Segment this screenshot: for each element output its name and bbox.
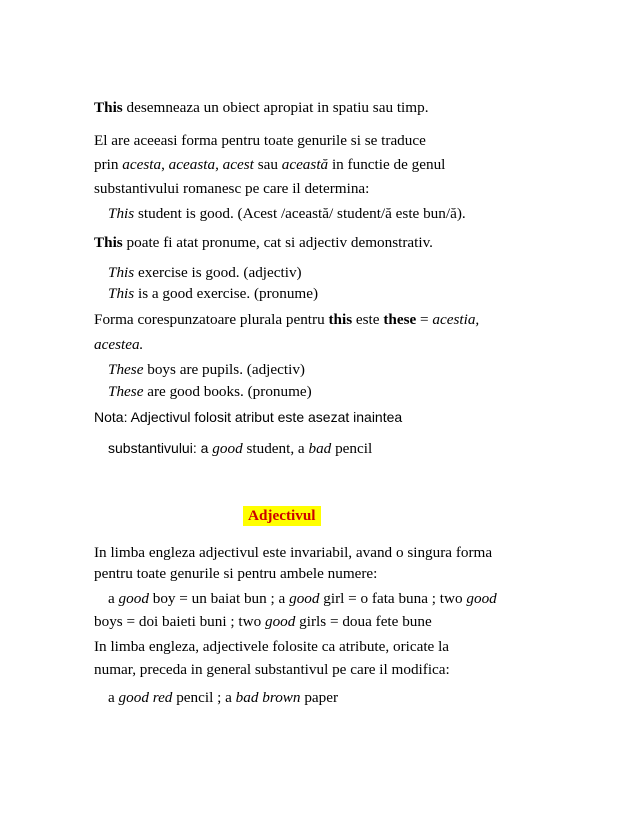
italic-word: These <box>108 361 144 378</box>
paragraph-line: In limba engleza adjectivul este invariabil, avand o singura forma <box>94 544 493 561</box>
italic-word: bad <box>308 440 332 457</box>
bold-term: these <box>383 311 417 328</box>
text: prin <box>94 156 123 173</box>
example-line <box>108 206 466 221</box>
note-line <box>108 441 372 456</box>
text: exercise is good. (adjectiv) <box>134 264 302 281</box>
bold-term: this <box>328 311 353 328</box>
text: boys are pupils. (adjectiv) <box>143 361 305 378</box>
text: in functie de genul <box>328 156 446 173</box>
paragraph-line <box>94 337 143 352</box>
italic-word: acestia, <box>432 311 480 328</box>
italic-word: această <box>281 156 329 173</box>
text: a <box>108 689 119 706</box>
text: paper <box>300 689 339 706</box>
italic-word: This <box>108 285 135 302</box>
text: boys = doi baieti buni ; two <box>94 613 265 630</box>
paragraph-line: In limba engleza, adjectivele folosite ca atribute, oricate la <box>94 638 450 655</box>
text: = <box>416 311 433 328</box>
italic-word: acestea. <box>94 336 144 353</box>
italic-word: aceasta <box>168 156 216 173</box>
text: girl = o fata buna ; two <box>319 590 467 607</box>
text: boy = un baiat bun ; a <box>148 590 290 607</box>
italic-word: good <box>264 613 296 630</box>
example-line <box>108 362 305 377</box>
bold-term: This <box>94 234 123 251</box>
italic-word: acest <box>222 156 254 173</box>
text: is a good exercise. (pronume) <box>134 285 319 302</box>
paragraph-line: El are aceeasi forma pentru toate genurile si se traduce <box>94 132 426 149</box>
text: Forma corespunzatoare plurala pentru <box>94 311 329 328</box>
italic-word: These <box>108 383 144 400</box>
text: sau <box>253 156 282 173</box>
italic-word: This <box>108 205 135 222</box>
paragraph-line <box>94 614 432 629</box>
paragraph-line: pentru toate genurile si pentru ambele numere: <box>94 565 378 582</box>
example-line <box>108 265 302 280</box>
example-line <box>108 384 312 399</box>
italic-word: good <box>466 590 497 607</box>
italic-word: good red <box>118 689 173 706</box>
paragraph-line: substantivului romanesc pe care il determina: <box>94 180 370 197</box>
text: a <box>108 590 119 607</box>
text: pencil <box>331 440 373 457</box>
italic-word: acesta <box>122 156 162 173</box>
example-line <box>108 690 338 705</box>
paragraph-line <box>94 235 433 250</box>
paragraph-this-definition <box>94 100 429 115</box>
text: student, a <box>242 440 309 457</box>
text: pencil ; a <box>172 689 236 706</box>
text: desemneaza un obiect apropiat in spatiu sau timp. <box>122 99 429 116</box>
text: student is good. (Acest /această/ student/ă este bun/ă). <box>134 205 466 222</box>
text: are good books. (pronume) <box>143 383 312 400</box>
bold-term: This <box>94 99 123 116</box>
text: este <box>352 311 384 328</box>
italic-word: good <box>118 590 149 607</box>
text: , <box>161 156 169 173</box>
example-line <box>108 591 497 606</box>
text: , <box>215 156 223 173</box>
paragraph-line <box>94 312 479 327</box>
italic-word: This <box>108 264 135 281</box>
text: girls = doua fete bune <box>295 613 432 630</box>
example-line <box>108 286 318 301</box>
italic-word: good <box>212 440 243 457</box>
paragraph-line <box>94 157 445 172</box>
italic-word: bad brown <box>235 689 301 706</box>
section-heading-adjectivul: Adjectivul <box>243 506 321 526</box>
paragraph-line: numar, preceda in general substantivul pe care il modifica: <box>94 661 450 678</box>
italic-word: good <box>289 590 320 607</box>
text: substantivului: a <box>108 440 213 456</box>
note-line: Nota: Adjectivul folosit atribut este asezat inaintea <box>94 409 403 425</box>
text: poate fi atat pronume, cat si adjectiv demonstrativ. <box>122 234 433 251</box>
